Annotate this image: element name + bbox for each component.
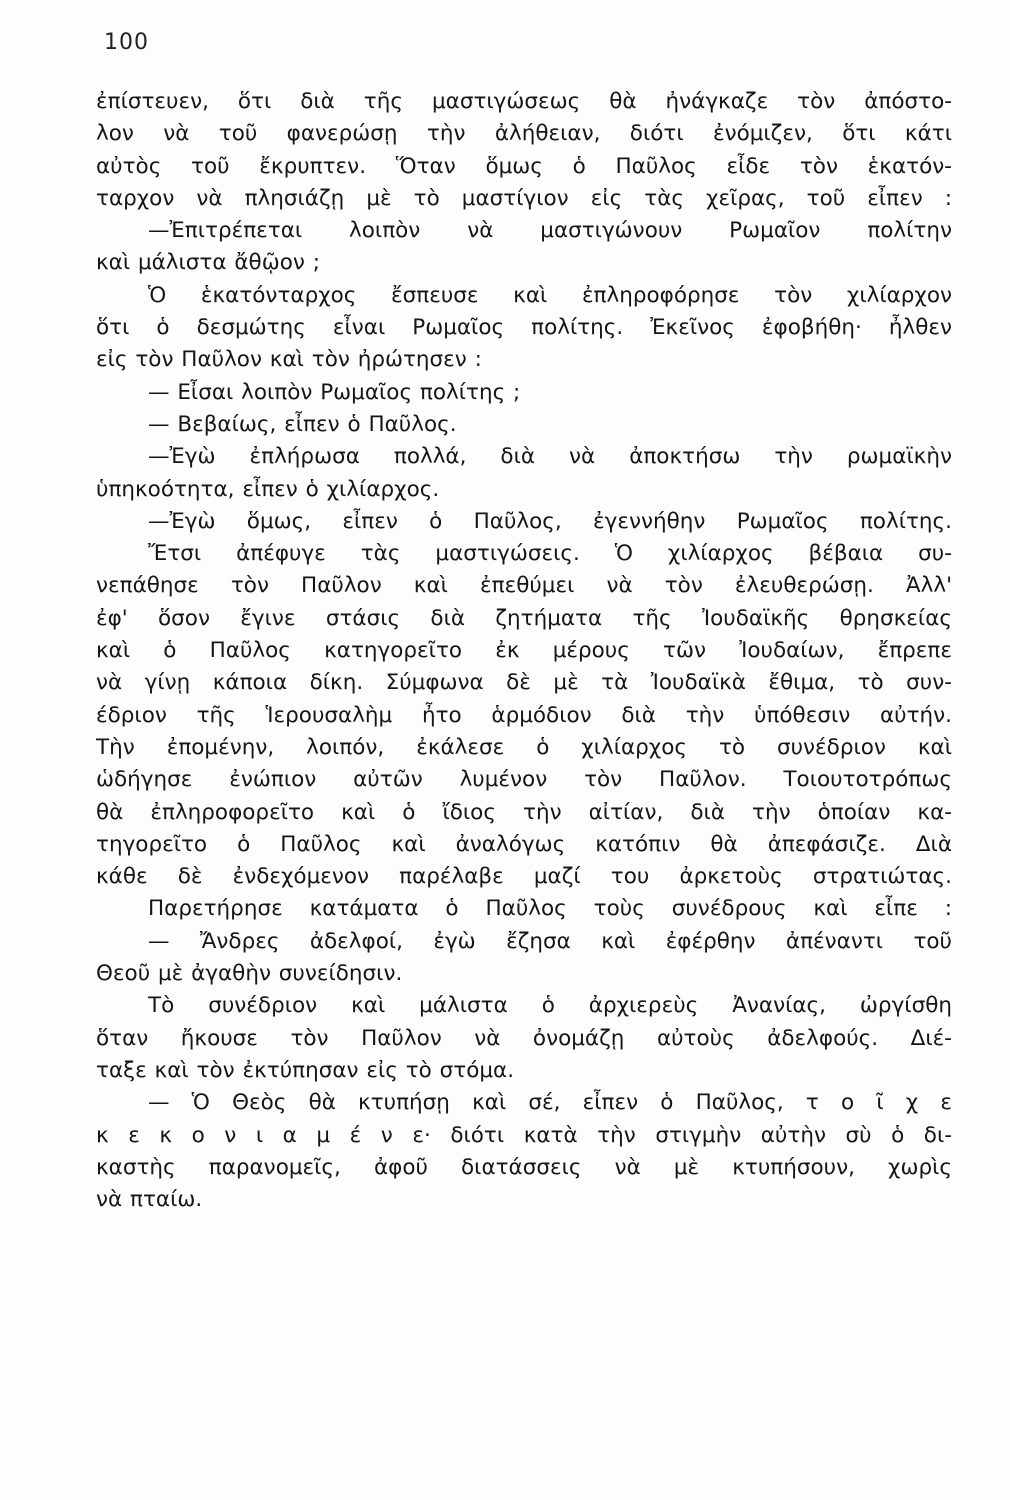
- text-line: ὅτι ὁ δεσμώτης εἶναι Ρωμαῖος πολίτης. Ἐκεῖνος ἐφοβήθη· ἦλθεν: [96, 315, 952, 341]
- text-line: Τὸ συνέδριον καὶ μάλιστα ὁ ἀρχιερεὺς Ἀνανίας, ὠργίσθη: [148, 993, 952, 1019]
- text-line: κ ε κ ο ν ι α μ έ ν ε· διότι κατὰ τὴν στιγμὴν αὐτὴν σὺ ὁ δι-: [96, 1122, 952, 1148]
- text-line: Παρετήρησε κατάματα ὁ Παῦλος τοὺς συνέδρους καὶ εἶπε :: [148, 896, 952, 922]
- text-line: ἐφ' ὅσον ἔγινε στάσις διὰ ζητήματα τῆς Ἰουδαϊκῆς θρησκείας: [96, 605, 952, 631]
- text-line: κάθε δὲ ἐνδεχόμενον παρέλαβε μαζί του ἀρκετοὺς στρατιώτας.: [96, 864, 952, 890]
- body-text: [96, 86, 952, 1216]
- text-line: — Εἶσαι λοιπὸν Ρωμαῖος πολίτης ;: [148, 379, 521, 405]
- text-line: έδριον τῆς Ἱερουσαλὴμ ἦτο ἁρμόδιον διὰ τὴν ὑπόθεσιν αὐτήν.: [96, 702, 952, 728]
- text-line: —Ἐγὼ ἐπλήρωσα πολλά, διὰ νὰ ἀποκτήσω τὴν ρωμαϊκὴν: [148, 444, 952, 470]
- text-line: ὑπηκοότητα, εἶπεν ὁ χιλίαρχος.: [96, 476, 440, 502]
- text-line: θὰ ἐπληροφορεῖτο καὶ ὁ ἴδιος τὴν αἰτίαν, διὰ τὴν ὁποίαν κα-: [96, 799, 952, 825]
- text-line: καὶ ὁ Παῦλος κατηγορεῖτο ἐκ μέρους τῶν Ἰουδαίων, ἔπρεπε: [96, 638, 952, 664]
- text-line: αὐτὸς τοῦ ἔκρυπτεν. Ὅταν ὅμως ὁ Παῦλος εἶδε τὸν ἑκατόν-: [96, 153, 952, 179]
- text-line: — Ἄνδρες ἀδελφοί, ἐγὼ ἔζησα καὶ ἐφέρθην ἀπέναντι τοῦ: [148, 928, 952, 954]
- text-line: ταρχον νὰ πλησιάζῃ μὲ τὸ μαστίγιον εἰς τὰς χεῖρας, τοῦ εἶπεν :: [96, 185, 952, 211]
- text-line: εἰς τὸν Παῦλον καὶ τὸν ἠρώτησεν :: [96, 347, 482, 373]
- text-line: καὶ μάλιστα ἄθῷον ;: [96, 250, 320, 276]
- page-number: 100: [104, 30, 149, 55]
- text-line: Ὁ ἑκατόνταρχος ἔσπευσε καὶ ἐπληροφόρησε τὸν χιλίαρχον: [148, 282, 952, 308]
- text-line: Θεοῦ μὲ ἀγαθὴν συνείδησιν.: [96, 961, 403, 987]
- text-line: — Βεβαίως, εἶπεν ὁ Παῦλος.: [148, 411, 457, 437]
- text-line: —Ἐπιτρέπεται λοιπὸν νὰ μαστιγώνουν Ρωμαῖον πολίτην: [148, 218, 952, 244]
- text-line: νὰ γίνῃ κάποια δίκη. Σύμφωνα δὲ μὲ τὰ Ἰουδαϊκὰ ἔθιμα, τὸ συν-: [96, 670, 952, 696]
- text-line: — Ὁ Θεὸς θὰ κτυπήσῃ καὶ σέ, εἶπεν ὁ Παῦλος, τ ο ῖ χ ε: [148, 1090, 952, 1116]
- text-line: ταξε καὶ τὸν ἐκτύπησαν εἰς τὸ στόμα.: [96, 1057, 515, 1083]
- text-line: Τὴν ἐπομένην, λοιπόν, ἐκάλεσε ὁ χιλίαρχος τὸ συνέδριον καὶ: [96, 734, 952, 760]
- text-line: καστὴς παρανομεῖς, ἀφοῦ διατάσσεις νὰ μὲ κτυπήσουν, χωρὶς: [96, 1154, 952, 1180]
- text-line: νεπάθησε τὸν Παῦλον καὶ ἐπεθύμει νὰ τὸν ἐλευθερώσῃ. Ἀλλ': [96, 573, 952, 599]
- text-line: —Ἐγὼ ὅμως, εἶπεν ὁ Παῦλος, ἐγεννήθην Ρωμαῖος πολίτης.: [148, 508, 952, 534]
- text-line: ἐπίστευεν, ὅτι διὰ τῆς μαστιγώσεως θὰ ἠνάγκαζε τὸν ἀπόστο-: [96, 89, 952, 114]
- text-line: Ἔτσι ἀπέφυγε τὰς μαστιγώσεις. Ὁ χιλίαρχος βέβαια συ-: [148, 541, 952, 567]
- text-line: τηγορεῖτο ὁ Παῦλος καὶ ἀναλόγως κατόπιν θὰ ἀπεφάσιζε. Διὰ: [96, 831, 952, 857]
- text-line: ὅταν ἤκουσε τὸν Παῦλον νὰ ὀνομάζῃ αὐτοὺς ἀδελφούς. Διέ-: [96, 1025, 952, 1051]
- text-line: νὰ πταίω.: [96, 1187, 203, 1213]
- text-line: ὡδήγησε ἐνώπιον αὐτῶν λυμένον τὸν Παῦλον. Τοιουτοτρόπως: [96, 767, 952, 793]
- text-line: λον νὰ τοῦ φανερώσῃ τὴν ἀλήθειαν, διότι ἐνόμιζεν, ὅτι κάτι: [96, 121, 952, 147]
